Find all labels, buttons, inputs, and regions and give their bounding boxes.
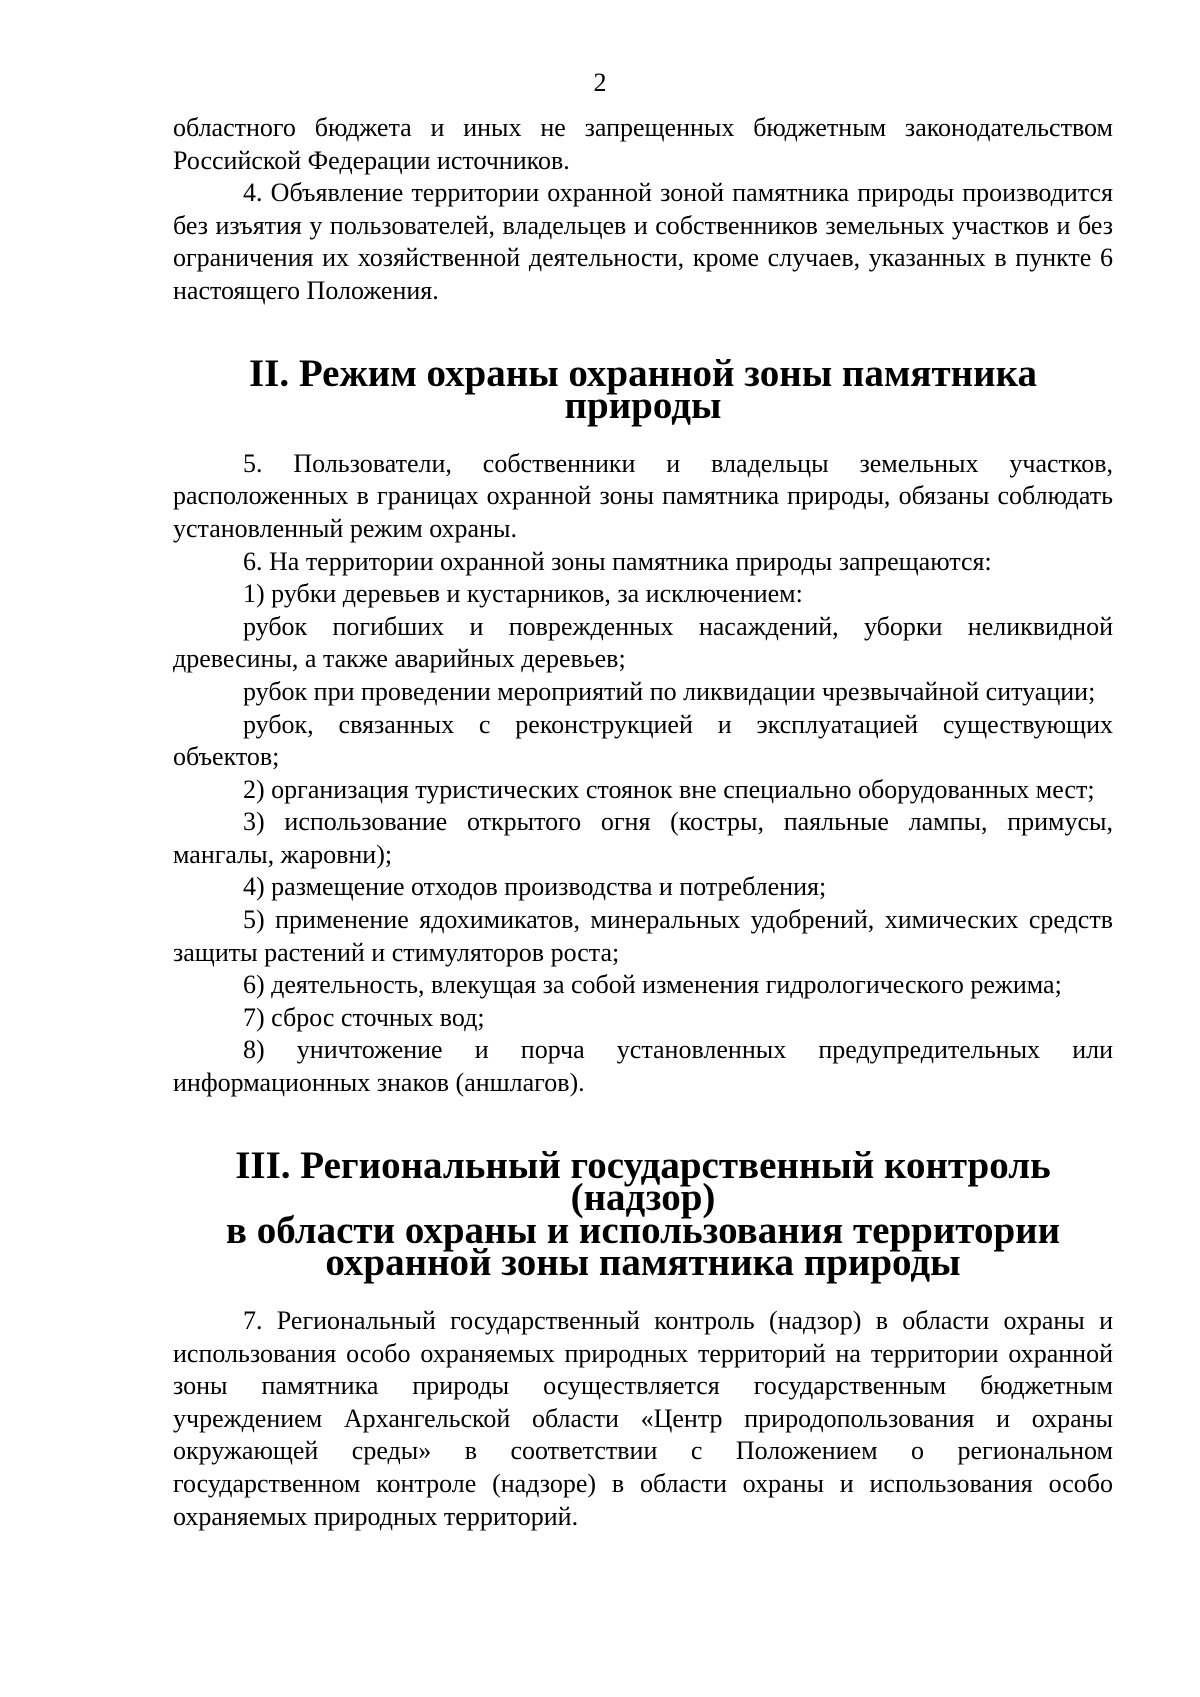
document-body [173, 112, 1113, 1533]
paragraph-item-5: 5. Пользователи, собственники и владельцы земельных участков, расположенных в границах охранной зоны памятника природы, обязаны соблюдать установленный режим охраны. [173, 448, 1113, 543]
list-item-6-4: 4) размещение отходов производства и потребления; [243, 872, 827, 902]
list-subitem-6-1-c: рубок, связанных с реконструкцией и эксплуатацией существующих объектов; [173, 709, 1113, 772]
list-item-6-5: 5) применение ядохимикатов, минеральных удобрений, химических средств защиты растений и стимуляторов роста; [173, 905, 1113, 967]
page-number: 2 [593, 68, 607, 97]
section-3-body [173, 1305, 1113, 1533]
list-item-6-6: 6) деятельность, влекущая за собой изменения гидрологического режима; [243, 970, 1062, 1000]
section-2-body [173, 448, 1113, 1100]
paragraph-item-4: 4. Объявление территории охранной зоной памятника природы производится без изъятия у пользователей, владельцев и собственников земельных участков и без ограничения их хозяйственной деятельности, кроме случаев, указанных в пункте 6 настоящего Положения. [173, 178, 1113, 305]
list-item-6-1: 1) рубки деревьев и кустарников, за исключением: [243, 579, 803, 609]
list-subitem-6-1-a: рубок погибших и поврежденных насаждений, уборки неликвидной древесины, а также аварийных деревьев; [173, 611, 1113, 674]
list-item-6-3: 3) использование открытого огня (костры, паяльные лампы, примусы, мангалы, жаровни); [173, 807, 1113, 869]
section-3-heading-line: III. Региональный государственный контроль (надзор) [235, 1143, 1051, 1220]
section-3-heading-line: охранной зоны памятника природы [325, 1241, 961, 1285]
paragraph-continuation: областного бюджета и иных не запрещенных бюджетным законодательством Российской Федерации источников. [173, 113, 1113, 175]
list-item-6-8: 8) уничтожение и порча установленных предупредительных или информационных знаков (аншлагов). [173, 1035, 1113, 1098]
paragraph-item-7: 7. Региональный государственный контроль (надзор) в области охраны и использования особо охраняемых природных территорий на территории охранной зоны памятника природы осуществляется государственным бюджетным учреждением Архангельской области «Центр природопользования и охраны окружающей среды» в соответствии с Положением о региональном государственном контроле (надзоре) в области охраны и использования особо охраняемых природных территорий. [173, 1306, 1113, 1531]
list-subitem-6-1-b: рубок при проведении мероприятий по ликвидации чрезвычайной ситуации; [243, 676, 1096, 706]
list-item-6-2: 2) организация туристических стоянок вне специально оборудованных мест; [243, 774, 1095, 804]
section-3-heading-line: в области охраны и использования территории [225, 1208, 1061, 1252]
paragraph-item-6: 6. На территории охранной зоны памятника природы запрещаются: [243, 546, 992, 576]
section-3-heading [173, 1143, 1113, 1285]
section-2-heading: II. Режим охраны охранной зоны памятника природы [248, 351, 1038, 428]
list-item-6-7: 7) сброс сточных вод; [243, 1002, 485, 1032]
